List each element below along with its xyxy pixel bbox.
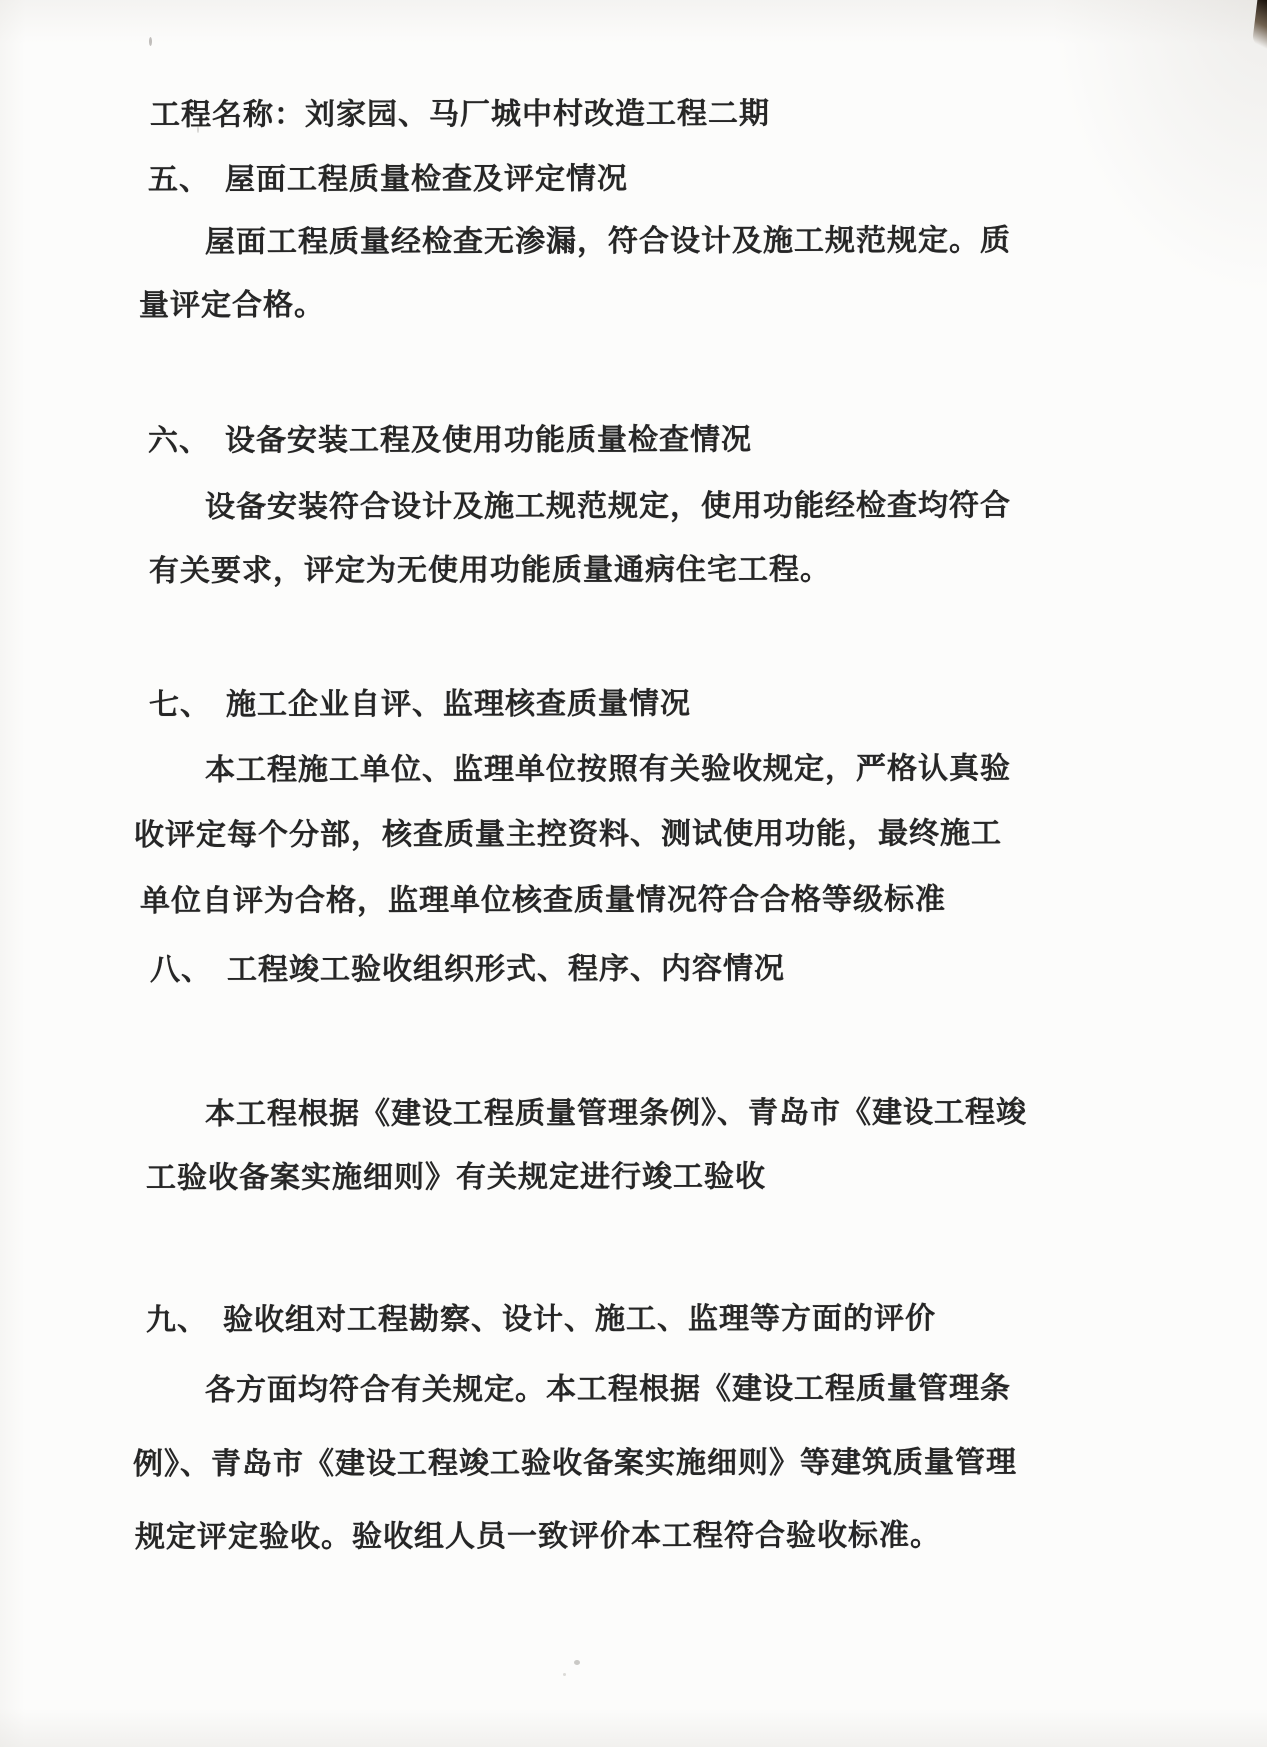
paragraph-line: 本工程施工单位、监理单位按照有关验收规定，严格认真验 (204, 752, 1012, 787)
paragraph-line: 本工程根据《建设工程质量管理条例》、青岛市《建设工程竣 (204, 1096, 1028, 1131)
paragraph-line: 屋面工程质量经检查无渗漏，符合设计及施工规范规定。质 (204, 224, 1012, 259)
section-title: 设备安装工程及使用功能质量检查情况 (224, 423, 753, 458)
section-number: 八、 (149, 953, 213, 987)
paragraph-line: 规定评定验收。验收组人员一致评价本工程符合验收标准。 (134, 1519, 942, 1554)
section-title: 施工企业自评、监理核查质量情况 (225, 687, 692, 722)
section-heading-9 (146, 1302, 936, 1338)
paragraph-line: 例》、青岛市《建设工程竣工验收备案实施细则》等建筑质量管理 (132, 1446, 1018, 1481)
scan-speck (149, 37, 152, 46)
paragraph-line: 单位自评为合格，监理单位核查质量情况符合合格等级标准 (139, 883, 947, 918)
section-heading-8 (150, 952, 785, 988)
project-name-label: 工程名称： (149, 98, 306, 132)
paragraph-line: 收评定每个分部，核查质量主控资料、测试使用功能，最终施工 (133, 817, 1003, 852)
section-heading-5 (148, 162, 628, 198)
section-title: 工程竣工验收组织形式、程序、内容情况 (226, 952, 786, 987)
project-name-value: 刘家园、马厂城中村改造工程二期 (304, 97, 771, 132)
scan-edge-artifact (1252, 0, 1267, 49)
paragraph-line: 有关要求，评定为无使用功能质量通病住宅工程。 (148, 553, 832, 588)
paragraph-line: 工验收备案实施细则》有关规定进行竣工验收 (145, 1160, 767, 1195)
paragraph-line: 设备安装符合设计及施工规范规定，使用功能经检查均符合 (204, 489, 1012, 524)
section-heading-6 (148, 423, 752, 459)
paragraph-line: 量评定合格。 (138, 288, 326, 323)
paragraph-line: 各方面均符合有关规定。本工程根据《建设工程质量管理条 (204, 1372, 1012, 1407)
section-number: 九、 (145, 1303, 209, 1337)
section-number: 七、 (148, 688, 212, 722)
section-number: 六、 (147, 424, 211, 458)
section-heading-7 (149, 687, 691, 723)
scan-speck (563, 1673, 566, 1676)
section-title: 验收组对工程勘察、设计、施工、监理等方面的评价 (222, 1302, 937, 1337)
scan-speck (574, 1660, 580, 1665)
project-name-line (150, 97, 770, 133)
section-number: 五、 (147, 163, 211, 197)
section-title: 屋面工程质量检查及评定情况 (224, 162, 629, 197)
